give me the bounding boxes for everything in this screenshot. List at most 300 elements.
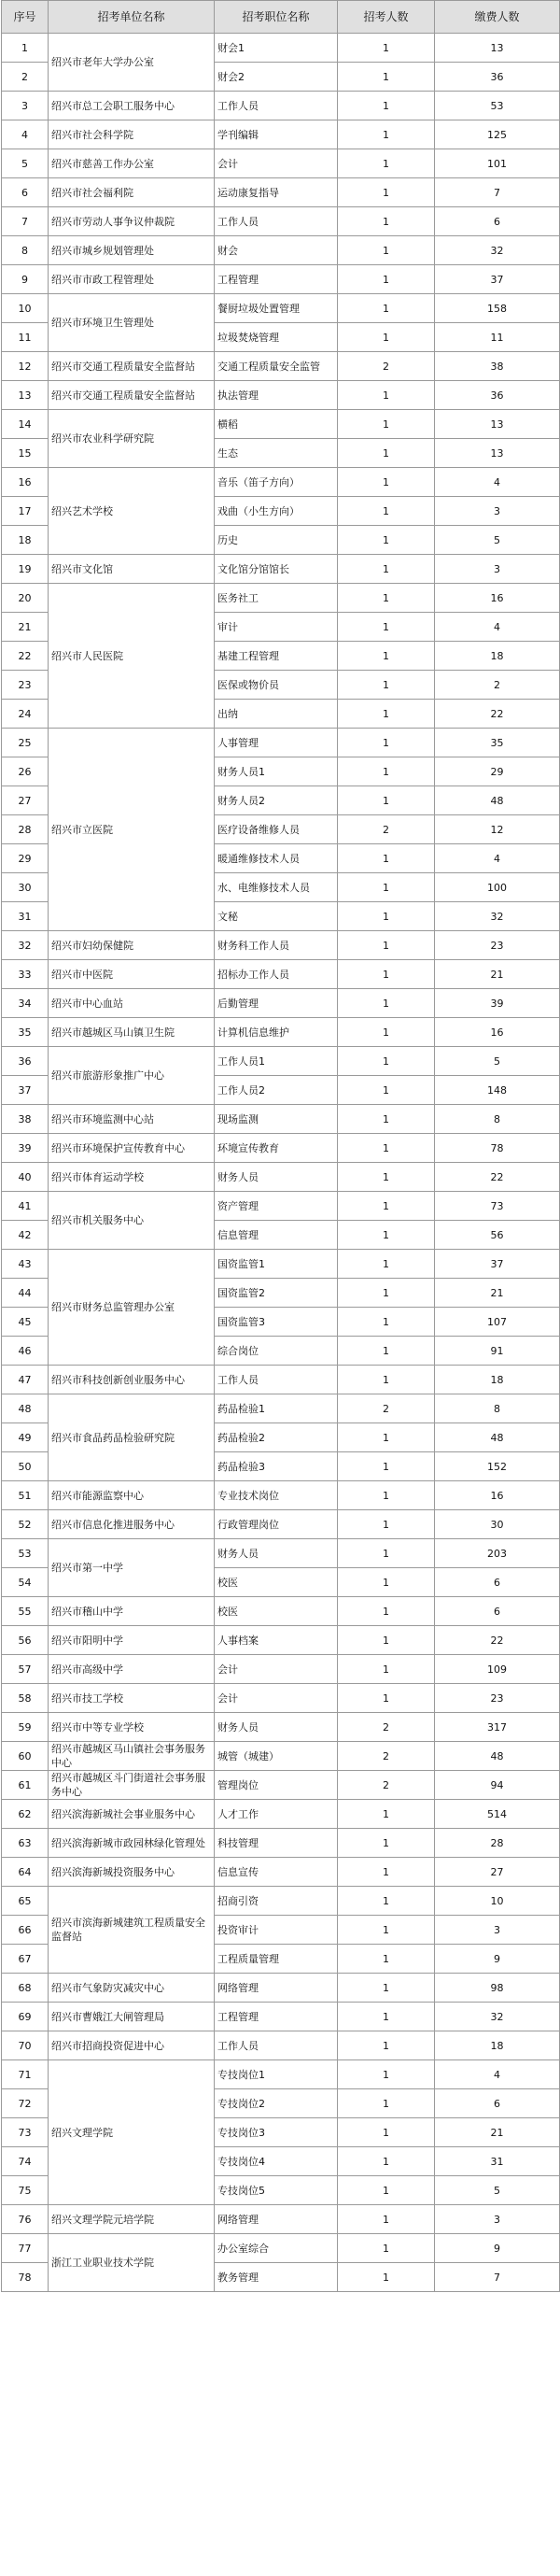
table-row — [2, 1018, 560, 1047]
quota-count: 1 — [338, 1684, 435, 1713]
quota-count: 2 — [338, 1394, 435, 1423]
position-name: 交通工程质量安全监管 — [215, 352, 338, 381]
applicant-count: 73 — [435, 1192, 560, 1221]
applicant-count: 78 — [435, 1134, 560, 1163]
applicant-count: 148 — [435, 1076, 560, 1105]
unit-name: 绍兴市越城区马山镇社会事务服务中心 — [49, 1742, 215, 1771]
unit-name: 绍兴市技工学校 — [49, 1684, 215, 1713]
unit-name: 绍兴艺术学校 — [49, 468, 215, 555]
position-name: 工作人员 — [215, 2031, 338, 2060]
quota-count: 1 — [338, 1221, 435, 1250]
position-name: 人事管理 — [215, 729, 338, 757]
row-index: 33 — [2, 960, 49, 989]
row-index: 34 — [2, 989, 49, 1018]
row-index: 3 — [2, 92, 49, 120]
applicant-count: 13 — [435, 439, 560, 468]
position-name: 生态 — [215, 439, 338, 468]
row-index: 43 — [2, 1250, 49, 1279]
position-name: 国资监管1 — [215, 1250, 338, 1279]
applicant-count: 32 — [435, 236, 560, 265]
table-row — [2, 989, 560, 1018]
applicant-count: 514 — [435, 1800, 560, 1829]
unit-name: 绍兴市阳明中学 — [49, 1626, 215, 1655]
position-name: 医务社工 — [215, 584, 338, 613]
row-index: 29 — [2, 844, 49, 873]
position-name: 运动康复指导 — [215, 178, 338, 207]
quota-count: 1 — [338, 555, 435, 584]
quota-count: 1 — [338, 873, 435, 902]
quota-count: 1 — [338, 1192, 435, 1221]
quota-count: 1 — [338, 757, 435, 786]
unit-name: 绍兴文理学院 — [49, 2060, 215, 2205]
quota-count: 1 — [338, 2003, 435, 2031]
row-index: 53 — [2, 1539, 49, 1568]
header-index: 序号 — [2, 1, 49, 34]
unit-name: 绍兴市气象防灾减灾中心 — [49, 1974, 215, 2003]
applicant-count: 3 — [435, 497, 560, 526]
position-name: 专业技术岗位 — [215, 1481, 338, 1510]
position-name: 工作人员1 — [215, 1047, 338, 1076]
position-name: 网络管理 — [215, 2205, 338, 2234]
applicant-count: 7 — [435, 178, 560, 207]
applicant-count: 6 — [435, 207, 560, 236]
row-index: 14 — [2, 410, 49, 439]
table-row — [2, 555, 560, 584]
unit-name: 绍兴市中心血站 — [49, 989, 215, 1018]
row-index: 65 — [2, 1887, 49, 1916]
quota-count: 1 — [338, 1539, 435, 1568]
applicant-count: 107 — [435, 1308, 560, 1337]
table-row — [2, 2234, 560, 2263]
applicant-count: 48 — [435, 786, 560, 815]
table-row — [2, 236, 560, 265]
position-name: 投资审计 — [215, 1916, 338, 1945]
position-name: 财务人员2 — [215, 786, 338, 815]
quota-count: 1 — [338, 1974, 435, 2003]
applicant-count: 16 — [435, 584, 560, 613]
row-index: 55 — [2, 1597, 49, 1626]
table-row — [2, 1626, 560, 1655]
applicant-count: 22 — [435, 1626, 560, 1655]
applicant-count: 23 — [435, 931, 560, 960]
quota-count: 1 — [338, 294, 435, 323]
applicant-count: 3 — [435, 1916, 560, 1945]
quota-count: 1 — [338, 236, 435, 265]
applicant-count: 38 — [435, 352, 560, 381]
row-index: 4 — [2, 120, 49, 149]
row-index: 44 — [2, 1279, 49, 1308]
unit-name: 浙江工业职业技术学院 — [49, 2234, 215, 2292]
applicant-count: 16 — [435, 1018, 560, 1047]
row-index: 13 — [2, 381, 49, 410]
quota-count: 1 — [338, 1279, 435, 1308]
quota-count: 1 — [338, 1655, 435, 1684]
quota-count: 1 — [338, 497, 435, 526]
row-index: 16 — [2, 468, 49, 497]
position-name: 历史 — [215, 526, 338, 555]
quota-count: 1 — [338, 149, 435, 178]
position-name: 教务管理 — [215, 2263, 338, 2292]
unit-name: 绍兴文理学院元培学院 — [49, 2205, 215, 2234]
applicant-count: 13 — [435, 410, 560, 439]
applicant-count: 21 — [435, 960, 560, 989]
unit-name: 绍兴滨海新城投资服务中心 — [49, 1858, 215, 1887]
unit-name: 绍兴市人民医院 — [49, 584, 215, 729]
position-name: 财务科工作人员 — [215, 931, 338, 960]
position-name: 管理岗位 — [215, 1771, 338, 1800]
table-row — [2, 1858, 560, 1887]
row-index: 8 — [2, 236, 49, 265]
row-index: 37 — [2, 1076, 49, 1105]
position-name: 财会1 — [215, 34, 338, 63]
quota-count: 1 — [338, 2118, 435, 2147]
quota-count: 2 — [338, 1713, 435, 1742]
unit-name: 绍兴市能源监察中心 — [49, 1481, 215, 1510]
applicant-count: 4 — [435, 844, 560, 873]
applicant-count: 9 — [435, 2234, 560, 2263]
quota-count: 1 — [338, 92, 435, 120]
unit-name: 绍兴市环境卫生管理处 — [49, 294, 215, 352]
unit-name: 绍兴市劳动人事争议仲裁院 — [49, 207, 215, 236]
applicant-count: 6 — [435, 1597, 560, 1626]
unit-name: 绍兴市中等专业学校 — [49, 1713, 215, 1742]
row-index: 21 — [2, 613, 49, 642]
position-name: 人才工作 — [215, 1800, 338, 1829]
quota-count: 1 — [338, 1887, 435, 1916]
unit-name: 绍兴市招商投资促进中心 — [49, 2031, 215, 2060]
row-index: 39 — [2, 1134, 49, 1163]
table-row — [2, 1597, 560, 1626]
row-index: 67 — [2, 1945, 49, 1974]
quota-count: 1 — [338, 381, 435, 410]
applicant-count: 37 — [435, 1250, 560, 1279]
quota-count: 1 — [338, 63, 435, 92]
quota-count: 1 — [338, 323, 435, 352]
unit-name: 绍兴市旅游形象推广中心 — [49, 1047, 215, 1105]
row-index: 58 — [2, 1684, 49, 1713]
table-row — [2, 1800, 560, 1829]
quota-count: 1 — [338, 1510, 435, 1539]
table-row — [2, 2205, 560, 2234]
quota-count: 1 — [338, 1452, 435, 1481]
quota-count: 1 — [338, 1597, 435, 1626]
quota-count: 2 — [338, 815, 435, 844]
row-index: 71 — [2, 2060, 49, 2089]
position-name: 水、电维修技术人员 — [215, 873, 338, 902]
position-name: 工作人员 — [215, 92, 338, 120]
position-name: 审计 — [215, 613, 338, 642]
applicant-count: 91 — [435, 1337, 560, 1366]
applicant-count: 53 — [435, 92, 560, 120]
position-name: 工作人员 — [215, 207, 338, 236]
position-name: 执法管理 — [215, 381, 338, 410]
row-index: 68 — [2, 1974, 49, 2003]
quota-count: 1 — [338, 1423, 435, 1452]
applicant-count: 4 — [435, 613, 560, 642]
row-index: 28 — [2, 815, 49, 844]
row-index: 50 — [2, 1452, 49, 1481]
table-row — [2, 1684, 560, 1713]
row-index: 18 — [2, 526, 49, 555]
unit-name: 绍兴市科技创新创业服务中心 — [49, 1366, 215, 1394]
position-name: 出纳 — [215, 700, 338, 729]
applicant-count: 9 — [435, 1945, 560, 1974]
quota-count: 1 — [338, 468, 435, 497]
table-row — [2, 2031, 560, 2060]
applicant-count: 6 — [435, 1568, 560, 1597]
applicant-count: 98 — [435, 1974, 560, 2003]
header-quota: 招考人数 — [338, 1, 435, 34]
table-row — [2, 1366, 560, 1394]
table-row — [2, 931, 560, 960]
position-name: 文化馆分馆馆长 — [215, 555, 338, 584]
unit-name: 绍兴市市政工程管理处 — [49, 265, 215, 294]
quota-count: 1 — [338, 642, 435, 671]
row-index: 77 — [2, 2234, 49, 2263]
applicant-count: 6 — [435, 2089, 560, 2118]
position-name: 财会 — [215, 236, 338, 265]
unit-name: 绍兴市文化馆 — [49, 555, 215, 584]
table-body — [2, 34, 560, 2292]
table-row — [2, 1974, 560, 2003]
unit-name: 绍兴市机关服务中心 — [49, 1192, 215, 1250]
quota-count: 1 — [338, 2060, 435, 2089]
quota-count: 1 — [338, 439, 435, 468]
position-name: 工程管理 — [215, 2003, 338, 2031]
row-index: 25 — [2, 729, 49, 757]
table-row — [2, 584, 560, 613]
table-row — [2, 468, 560, 497]
position-name: 专技岗位1 — [215, 2060, 338, 2089]
position-name: 财务人员1 — [215, 757, 338, 786]
quota-count: 1 — [338, 1018, 435, 1047]
row-index: 66 — [2, 1916, 49, 1945]
quota-count: 1 — [338, 902, 435, 931]
position-name: 横稻 — [215, 410, 338, 439]
row-index: 36 — [2, 1047, 49, 1076]
quota-count: 1 — [338, 1858, 435, 1887]
quota-count: 1 — [338, 960, 435, 989]
row-index: 22 — [2, 642, 49, 671]
unit-name: 绍兴市财务总监管理办公室 — [49, 1250, 215, 1366]
applicant-count: 22 — [435, 700, 560, 729]
applicant-count: 2 — [435, 671, 560, 700]
table-row — [2, 1771, 560, 1800]
table-row — [2, 381, 560, 410]
table-row — [2, 1047, 560, 1076]
unit-name: 绍兴市食品药品检验研究院 — [49, 1394, 215, 1481]
row-index: 1 — [2, 34, 49, 63]
position-name: 行政管理岗位 — [215, 1510, 338, 1539]
row-index: 70 — [2, 2031, 49, 2060]
applicant-count: 8 — [435, 1105, 560, 1134]
quota-count: 1 — [338, 526, 435, 555]
position-name: 音乐（笛子方向） — [215, 468, 338, 497]
quota-count: 2 — [338, 1742, 435, 1771]
table-row — [2, 92, 560, 120]
row-index: 64 — [2, 1858, 49, 1887]
row-index: 62 — [2, 1800, 49, 1829]
table-row — [2, 294, 560, 323]
row-index: 45 — [2, 1308, 49, 1337]
applicant-count: 109 — [435, 1655, 560, 1684]
row-index: 54 — [2, 1568, 49, 1597]
quota-count: 1 — [338, 671, 435, 700]
row-index: 48 — [2, 1394, 49, 1423]
quota-count: 1 — [338, 989, 435, 1018]
position-name: 现场监测 — [215, 1105, 338, 1134]
row-index: 78 — [2, 2263, 49, 2292]
unit-name: 绍兴市老年大学办公室 — [49, 34, 215, 92]
row-index: 59 — [2, 1713, 49, 1742]
quota-count: 1 — [338, 1163, 435, 1192]
applicant-count: 35 — [435, 729, 560, 757]
row-index: 69 — [2, 2003, 49, 2031]
table-row — [2, 1829, 560, 1858]
row-index: 73 — [2, 2118, 49, 2147]
applicant-count: 36 — [435, 63, 560, 92]
quota-count: 1 — [338, 2031, 435, 2060]
position-name: 工程管理 — [215, 265, 338, 294]
quota-count: 1 — [338, 1337, 435, 1366]
position-name: 城管（城建） — [215, 1742, 338, 1771]
table-row — [2, 149, 560, 178]
applicant-count: 3 — [435, 555, 560, 584]
table-row — [2, 352, 560, 381]
quota-count: 1 — [338, 844, 435, 873]
table-row — [2, 1510, 560, 1539]
position-name: 药品检验1 — [215, 1394, 338, 1423]
unit-name: 绍兴市城乡规划管理处 — [49, 236, 215, 265]
position-name: 后勤管理 — [215, 989, 338, 1018]
quota-count: 1 — [338, 2147, 435, 2176]
position-name: 财务人员 — [215, 1163, 338, 1192]
quota-count: 1 — [338, 178, 435, 207]
applicant-count: 39 — [435, 989, 560, 1018]
quota-count: 1 — [338, 1366, 435, 1394]
applicant-count: 101 — [435, 149, 560, 178]
position-name: 工程质量管理 — [215, 1945, 338, 1974]
header-row — [2, 1, 560, 34]
row-index: 52 — [2, 1510, 49, 1539]
unit-name: 绍兴市交通工程质量安全监督站 — [49, 352, 215, 381]
applicant-count: 203 — [435, 1539, 560, 1568]
position-name: 招标办工作人员 — [215, 960, 338, 989]
applicant-count: 4 — [435, 2060, 560, 2089]
row-index: 27 — [2, 786, 49, 815]
row-index: 38 — [2, 1105, 49, 1134]
position-name: 医保或物价员 — [215, 671, 338, 700]
applicant-count: 16 — [435, 1481, 560, 1510]
row-index: 23 — [2, 671, 49, 700]
position-name: 戏曲（小生方向） — [215, 497, 338, 526]
unit-name: 绍兴市滨海新城建筑工程质量安全监督站 — [49, 1887, 215, 1974]
table-row — [2, 2060, 560, 2089]
row-index: 32 — [2, 931, 49, 960]
position-name: 校医 — [215, 1568, 338, 1597]
position-name: 环境宣传教育 — [215, 1134, 338, 1163]
position-name: 国资监管2 — [215, 1279, 338, 1308]
row-index: 5 — [2, 149, 49, 178]
row-index: 30 — [2, 873, 49, 902]
position-name: 国资监管3 — [215, 1308, 338, 1337]
row-index: 40 — [2, 1163, 49, 1192]
table-row — [2, 1394, 560, 1423]
unit-name: 绍兴市交通工程质量安全监督站 — [49, 381, 215, 410]
row-index: 26 — [2, 757, 49, 786]
quota-count: 1 — [338, 120, 435, 149]
applicant-count: 21 — [435, 1279, 560, 1308]
unit-name: 绍兴市曹娥江大闸管理局 — [49, 2003, 215, 2031]
position-name: 暖通维修技术人员 — [215, 844, 338, 873]
table-row — [2, 265, 560, 294]
table-row — [2, 960, 560, 989]
row-index: 75 — [2, 2176, 49, 2205]
applicant-count: 28 — [435, 1829, 560, 1858]
unit-name: 绍兴市立医院 — [49, 729, 215, 931]
unit-name: 绍兴市环境监测中心站 — [49, 1105, 215, 1134]
applicant-count: 29 — [435, 757, 560, 786]
applicant-count: 11 — [435, 323, 560, 352]
position-name: 专技岗位4 — [215, 2147, 338, 2176]
quota-count: 1 — [338, 1800, 435, 1829]
unit-name: 绍兴市社会福利院 — [49, 178, 215, 207]
applicant-count: 3 — [435, 2205, 560, 2234]
table-row — [2, 207, 560, 236]
row-index: 57 — [2, 1655, 49, 1684]
row-index: 15 — [2, 439, 49, 468]
quota-count: 1 — [338, 2176, 435, 2205]
row-index: 24 — [2, 700, 49, 729]
row-index: 19 — [2, 555, 49, 584]
quota-count: 1 — [338, 34, 435, 63]
position-name: 人事档案 — [215, 1626, 338, 1655]
position-name: 工作人员2 — [215, 1076, 338, 1105]
position-name: 药品检验2 — [215, 1423, 338, 1452]
row-index: 76 — [2, 2205, 49, 2234]
applicant-count: 12 — [435, 815, 560, 844]
quota-count: 1 — [338, 1626, 435, 1655]
table-row — [2, 1713, 560, 1742]
applicant-count: 100 — [435, 873, 560, 902]
row-index: 6 — [2, 178, 49, 207]
applicant-count: 23 — [435, 1684, 560, 1713]
position-name: 会计 — [215, 1655, 338, 1684]
quota-count: 1 — [338, 700, 435, 729]
applicant-count: 27 — [435, 1858, 560, 1887]
table-row — [2, 1887, 560, 1916]
row-index: 31 — [2, 902, 49, 931]
position-name: 资产管理 — [215, 1192, 338, 1221]
position-name: 医疗设备维修人员 — [215, 815, 338, 844]
applicant-count: 4 — [435, 468, 560, 497]
position-name: 招商引资 — [215, 1887, 338, 1916]
table-row — [2, 1539, 560, 1568]
applicant-count: 21 — [435, 2118, 560, 2147]
applicant-count: 8 — [435, 1394, 560, 1423]
row-index: 74 — [2, 2147, 49, 2176]
table-row — [2, 1163, 560, 1192]
row-index: 51 — [2, 1481, 49, 1510]
applicant-count: 48 — [435, 1742, 560, 1771]
quota-count: 1 — [338, 1105, 435, 1134]
position-name: 财务人员 — [215, 1713, 338, 1742]
applicant-count: 5 — [435, 526, 560, 555]
unit-name: 绍兴滨海新城市政园林绿化管理处 — [49, 1829, 215, 1858]
quota-count: 1 — [338, 931, 435, 960]
applicant-count: 31 — [435, 2147, 560, 2176]
quota-count: 1 — [338, 2263, 435, 2292]
